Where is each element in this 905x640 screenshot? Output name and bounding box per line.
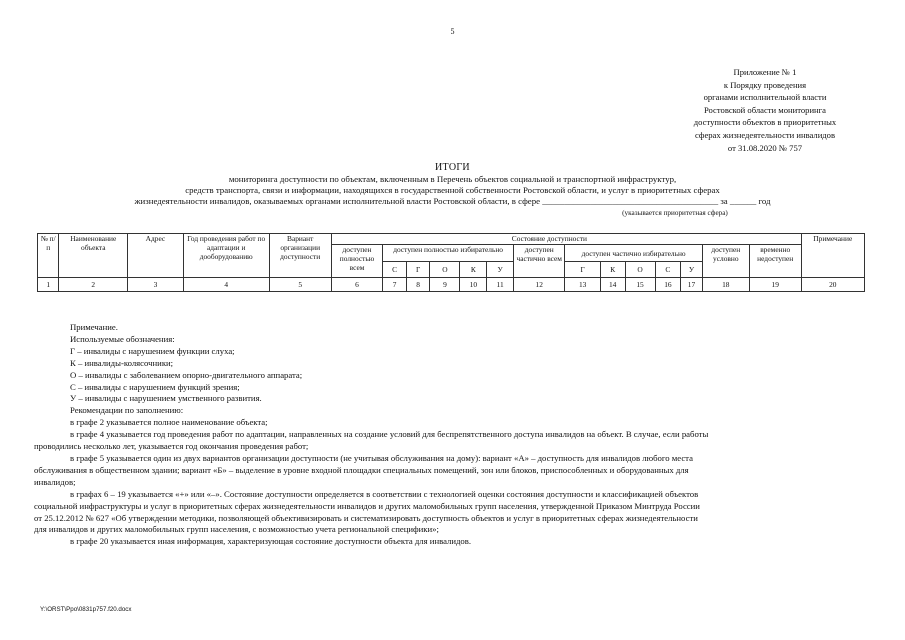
document-title (40, 162, 865, 208)
title-line: средств транспорта, связи и информации, находящихся в государственной собственности Ростовской области, и услуг в приоритетных сферах (185, 185, 720, 196)
recommendations-heading: Рекомендации по заполнению: (70, 405, 184, 416)
col-temp-header: временно недоступен (749, 245, 801, 278)
legend-item: С – инвалиды с нарушением функций зрения; (70, 381, 240, 392)
recommendation-cont: обслуживания в общественном здании; вариант «Б» – выделение в уровне входной площадки специальных помещений, зон или блоков, приспособленных и оборудованных для (34, 464, 689, 475)
col-conditional-header: доступен условно (702, 245, 749, 278)
recommendation: в графе 20 указывается иная информация, характеризующая состояние доступности объекта для инвалидов. (70, 536, 472, 547)
sub-header-k: К (600, 262, 625, 278)
appendix-line: доступности объектов в приоритетных (693, 117, 837, 128)
legend-item: О – инвалиды с заболеванием опорно-двигательного аппарата; (70, 369, 303, 380)
sub-header-k: К (460, 262, 487, 278)
col-selective-header: доступен полностью избирательно (383, 245, 514, 262)
col-number-header: № п/п (38, 234, 59, 278)
recommendation: в графе 5 указывается один из двух вариантов организации доступности (не учитывая обслуживания на дому): вариант «А» – доступность для инвалидов любого места (70, 452, 693, 463)
recommendation: в графе 2 указывается полное наименование объекта; (70, 417, 268, 428)
column-numbers-row (38, 278, 865, 292)
column-number: 9 (430, 278, 460, 292)
appendix-line: Ростовской области мониторинга (703, 104, 826, 115)
sub-header-s: С (383, 262, 407, 278)
file-path-footer: Y:\ORST\Ppo\0831p757.f20.docx (40, 606, 132, 613)
column-number: 13 (565, 278, 600, 292)
appendix-line: от 31.08.2020 № 757 (727, 142, 803, 153)
column-number: 8 (406, 278, 430, 292)
notes-section (34, 322, 865, 548)
sub-header-o: О (430, 262, 460, 278)
column-number: 19 (749, 278, 801, 292)
column-number: 20 (801, 278, 864, 292)
column-number: 14 (600, 278, 625, 292)
appendix-header (660, 66, 870, 154)
legend-heading: Используемые обозначения: (70, 333, 175, 344)
column-number: 16 (655, 278, 681, 292)
sub-header-s: С (655, 262, 681, 278)
sub-header-u: У (487, 262, 514, 278)
recommendation-cont: от 25.12.2012 № 627 «Об утверждении методики, позволяющей объективизировать и систематизировать доступность объектов и услуг в приоритетных сферах жизнедеятельности (34, 512, 698, 523)
recommendation-cont: проводились несколько лет, указывается год окончания проведения работ; (34, 441, 309, 452)
monitoring-table (37, 233, 865, 292)
title-line: мониторинга доступности по объектам, включенным в Перечень объектов социальной и транспортной инфраструктур, (228, 174, 677, 184)
notes-heading: Примечание. (70, 322, 118, 332)
col-variant-header: Вариант организации доступности (269, 234, 331, 278)
column-number: 5 (269, 278, 331, 292)
sub-header-u: У (681, 262, 702, 278)
col-year-header: Год проведения работ по адаптации и дооборудованию (183, 234, 269, 278)
appendix-line: к Порядку проведения (723, 79, 807, 90)
appendix-line: Приложение № 1 (733, 67, 797, 77)
page-number: 5 (450, 27, 455, 36)
col-partial-header: доступен частично всем (514, 245, 565, 278)
column-number: 7 (383, 278, 407, 292)
recommendation-cont: социальной инфраструктуры и услуг в приоритетных сферах жизнедеятельности инвалидов и других маломобильных групп населения, утвержденной Приказом Минтруда России (34, 500, 700, 511)
col-state-header: Состояние доступности (331, 234, 801, 245)
appendix-line: сферах жизнедеятельности инвалидов (694, 129, 836, 140)
column-number: 6 (331, 278, 382, 292)
column-number: 18 (702, 278, 749, 292)
col-full-header: доступен полностью всем (331, 245, 382, 278)
legend-item: К – инвалиды-колясочники; (70, 357, 174, 368)
appendix-line: органами исполнительной власти (703, 92, 827, 103)
column-number: 3 (128, 278, 184, 292)
sub-header-g: Г (565, 262, 600, 278)
sub-header-o: О (625, 262, 655, 278)
title-main: ИТОГИ (435, 162, 470, 173)
sub-header-g: Г (406, 262, 430, 278)
title-line: жизнедеятельности инвалидов, оказываемых органами исполнительной власти Ростовской области, в сфере ________________________________________ за ______ год (134, 196, 771, 207)
col-address-header: Адрес (128, 234, 184, 278)
recommendation-cont: инвалидов; (34, 476, 76, 487)
column-number: 11 (487, 278, 514, 292)
col-partial-sel-header: доступен частично избирательно (565, 245, 702, 262)
column-number: 4 (183, 278, 269, 292)
legend-item: Г – инвалиды с нарушением функции слуха; (70, 345, 235, 356)
column-number: 15 (625, 278, 655, 292)
recommendation-cont: для инвалидов и других маломобильных групп населения, с возможностью учета региональной специфики»; (34, 524, 439, 535)
sphere-hint: (указывается приоритетная сфера) (622, 209, 728, 217)
column-number: 1 (38, 278, 59, 292)
col-name-header: Наименование объекта (59, 234, 128, 278)
recommendation: в графах 6 – 19 указывается «+» или «–». Состояние доступности определяется в соответствии с технологией оценки состояния доступности и классификацией объектов (70, 488, 699, 499)
column-number: 2 (59, 278, 128, 292)
legend-item: У – инвалиды с нарушением умственного развития. (70, 393, 262, 404)
recommendation: в графе 4 указывается год проведения работ по адаптации, направленных на создание условий для беспрепятственного доступа инвалидов на объект. В случае, если работы (70, 429, 709, 440)
column-number: 17 (681, 278, 702, 292)
column-number: 12 (514, 278, 565, 292)
col-note-header: Примечание (801, 234, 864, 278)
column-number: 10 (460, 278, 487, 292)
